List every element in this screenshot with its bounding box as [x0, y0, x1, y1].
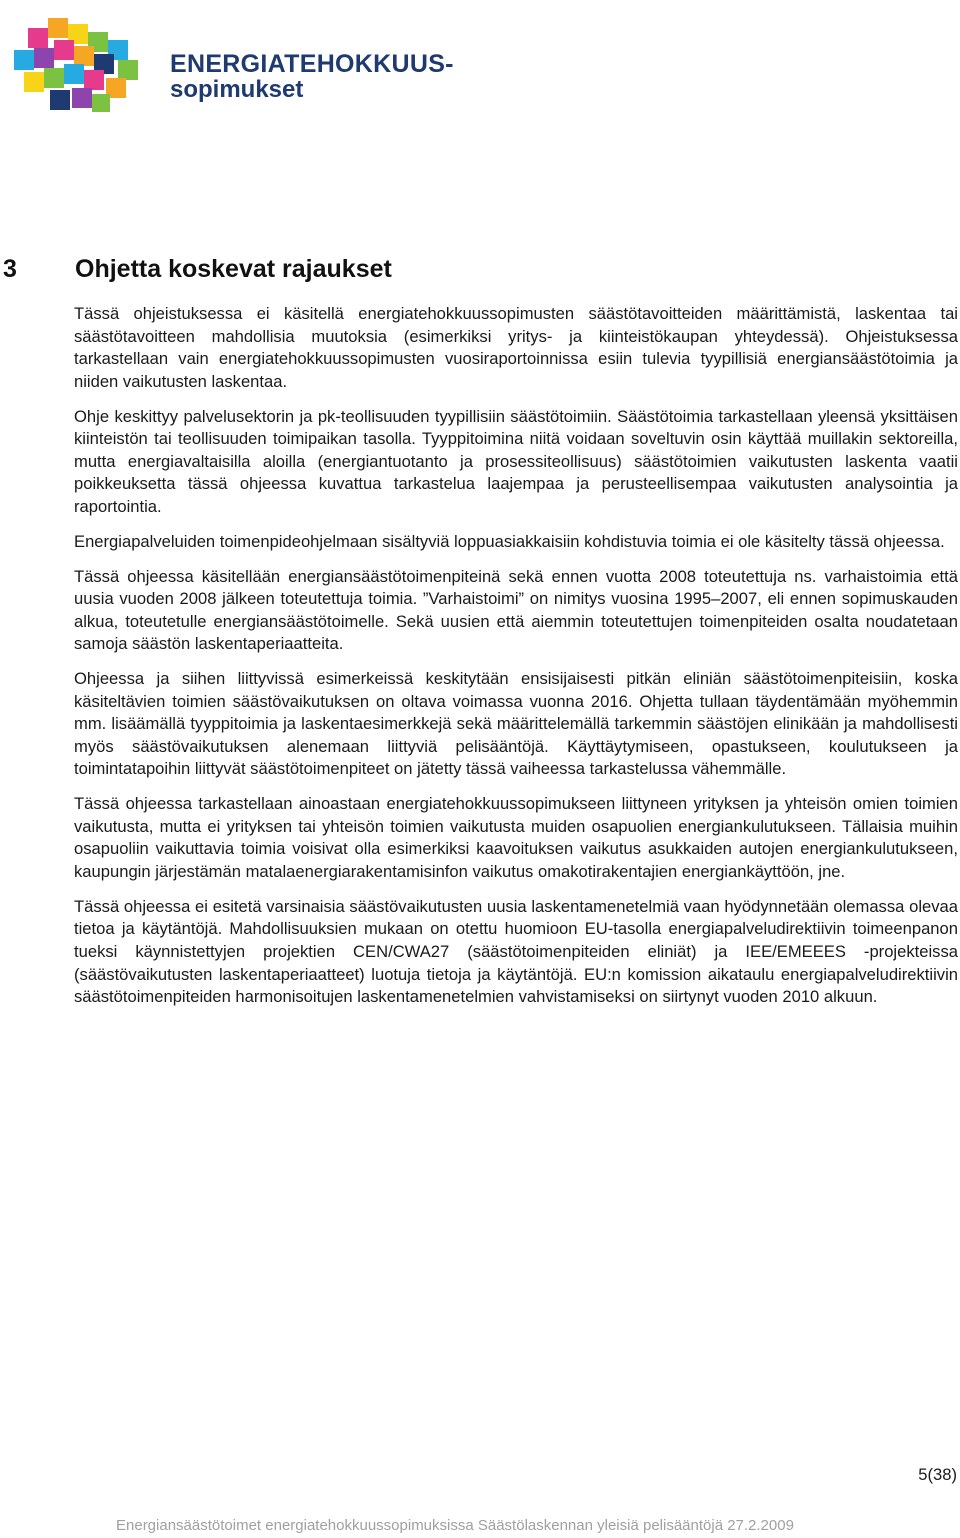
body-text: [74, 303, 958, 1021]
logo: [10, 10, 454, 120]
logo-text-line1: ENERGIATEHOKKUUS-: [170, 50, 454, 78]
paragraph: Tässä ohjeessa tarkastellaan ainoastaan energiatehokkuussopimukseen liittyneen yrityksen ja yhteisön omien toimien vaikutusta, mutta ei yrityksen tai yhteisön toimien vaikutusta muiden osapuolien energiankulutukseen. Tällaisia muihin osapuoliin vaikuttavia toimia voisivat olla esimerkiksi kaavoituksen vaikutus asukkaiden autojen energiankulutukseen, kaupungin järjestämän matalaenergiarakentamisinfon vaikutus omakotirakentajien energiankäyttöön, jne.: [74, 794, 958, 881]
page-footer: Energiansäästötoimet energiatehokkuussopimuksissa Säästölaskennan yleisiä pelisääntöjä 27.2.2009: [116, 1517, 794, 1534]
paragraph: Ohjeessa ja siihen liittyvissä esimerkeissä keskitytään ensisijaisesti pitkän eliniän säästötoimenpiteisiin, koska käsiteltävien toimien säästövaikutuksen on oltava voimassa vuonna 2016. Ohjetta tullaan täydentämään myöhemmin mm. lisäämällä tyyppitoimia ja laskentaesimerkkejä sekä määrittelemällä tarkemmin säästöjen elinikään ja mahdollisesti myös säästövaikutuksen alenemaan liittyviä pelisääntöjä. Käyttäytymiseen, opastukseen, koulutukseen ja toimintatapoihin liittyvät säästötoimenpiteet on jätetty tässä vaiheessa tarkastelussa vähemmälle.: [74, 669, 958, 779]
section-number: 3: [3, 255, 17, 283]
logo-text-line2: sopimukset: [170, 76, 304, 103]
section-heading: [3, 255, 392, 284]
paragraph: Ohje keskittyy palvelusektorin ja pk-teollisuuden tyypillisiin säästötoimiin. Säästötoimia tarkastellaan yleensä yksittäisen kiinteistön tai teollisuuden toimipaikan tasolla. Tyyppitoimina niitä voidaan soveltuvin osin käyttää muillakin sektoreilla, mutta energiavaltaisilla aloilla (energiantuotanto ja prosessiteollisuus) säästötoimien vaikutusten laskenta vaatii poikkeuksetta tässä ohjeessa kuvattua tarkastelua laajempaa ja perusteellisempaa vaikutusten analysointia ja raportointia.: [74, 406, 958, 516]
paragraph: Tässä ohjeessa ei esitetä varsinaisia säästövaikutusten uusia laskentamenetelmiä vaan hyödynnetään olemassa olevaa tietoa ja käytäntöjä. Mahdollisuuksien mukaan on otettu huomioon EU-tasolla energiapalveludirektiivin toimeenpanon tueksi käynnistettyjen projektien CEN/CWA27 (säästötoimenpiteiden eliniät) ja IEE/EMEEES -projekteissa (säästövaikutusten laskentaperiaatteet) luotuja tietoja ja käytäntöjä. EU:n komission aikataulu energiapalveludirektiivin säästötoimenpiteiden harmonisoitujen laskentamenetelmien vahvistamiseksi on siirtynyt vuoden 2010 alkuun.: [74, 896, 958, 1007]
paragraph: Tässä ohjeistuksessa ei käsitellä energiatehokkuussopimusten säästötavoitteiden määrittämistä, laskentaa tai säästötavoitteen mahdollisia muutoksia (esimerkiksi yritys- ja kiinteistökaupan yhteydessä). Ohjeistuksessa tarkastellaan vain energiatehokkuussopimusten vuosiraportoinnissa esiin tulevia tyypillisiä energiansäästötoimia ja niiden vaikutusten laskentaa.: [74, 304, 958, 391]
logo-puzzle-icon: [10, 10, 160, 120]
paragraph: Tässä ohjeessa käsitellään energiansäästötoimenpiteinä sekä ennen vuotta 2008 toteutettuja ns. varhaistoimia että uusia vuoden 2008 jälkeen toteutettuja toimia. ”Varhaistoimi” on nimitys vuosina 1995–2007, eli ennen sopimuskauden alkua, toteutetulle energiansäästötoimelle. Sekä uusien että aiemmin toteutettujen toimenpiteiden osalta noudatetaan samoja säästön laskentaperiaatteita.: [74, 566, 958, 654]
page-number: 5(38): [918, 1465, 957, 1484]
paragraph: Energiapalveluiden toimenpideohjelmaan sisältyviä loppuasiakkaisiin kohdistuvia toimia ei ole käsitelty tässä ohjeessa.: [74, 531, 945, 551]
section-title: Ohjetta koskevat rajaukset: [75, 255, 392, 283]
